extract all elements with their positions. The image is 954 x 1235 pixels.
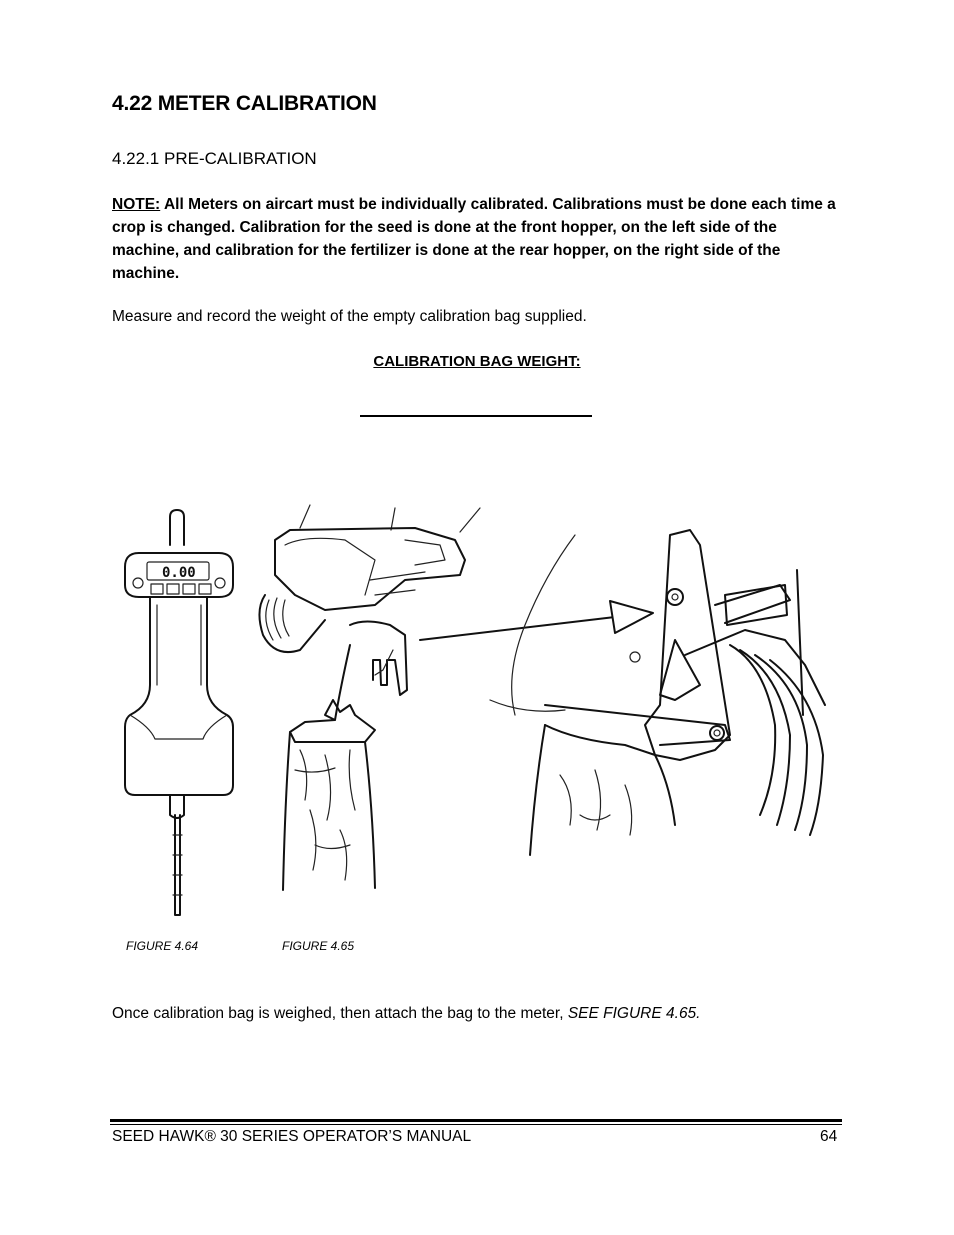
weight-entry-line: [360, 415, 592, 417]
figure-4-64-caption: FIGURE 4.64: [126, 939, 199, 953]
calibration-bag-weight-label: CALIBRATION BAG WEIGHT:: [373, 353, 581, 370]
figure-4-65-detail-illustration: [485, 525, 840, 865]
attach-bag-paragraph: [112, 1005, 701, 1023]
section-heading: 4.22 METER CALIBRATION: [112, 92, 377, 115]
figure-4-65-meter-bag-illustration: [255, 500, 490, 895]
page-number: 64: [820, 1128, 838, 1145]
scale-display-readout: 0.00: [162, 565, 196, 581]
note-paragraph: [112, 193, 842, 285]
figure-4-64-scale-illustration: [115, 505, 250, 925]
footer-manual-title: SEED HAWK® 30 SERIES OPERATOR’S MANUAL: [112, 1128, 472, 1145]
footer-rule-thin: [110, 1124, 842, 1125]
footer-rule-thick: [110, 1119, 842, 1122]
note-text: All Meters on aircart must be individually calibrated. Calibrations must be done each time a crop is changed. Calibration for the seed is done at the front hopper, on the left side of the machine, and calibration for the fertilizer is done at the rear hopper, on the right side of the machine.: [112, 196, 836, 282]
attach-bag-text: Once calibration bag is weighed, then attach the bag to the meter,: [112, 1005, 568, 1022]
subsection-heading: 4.22.1 PRE-CALIBRATION: [112, 149, 317, 168]
figure-reference: SEE FIGURE 4.65.: [567, 1005, 701, 1022]
instruction-paragraph: Measure and record the weight of the empty calibration bag supplied.: [112, 308, 587, 325]
figure-4-65-caption: FIGURE 4.65: [282, 939, 355, 953]
note-label: NOTE:: [112, 196, 161, 213]
